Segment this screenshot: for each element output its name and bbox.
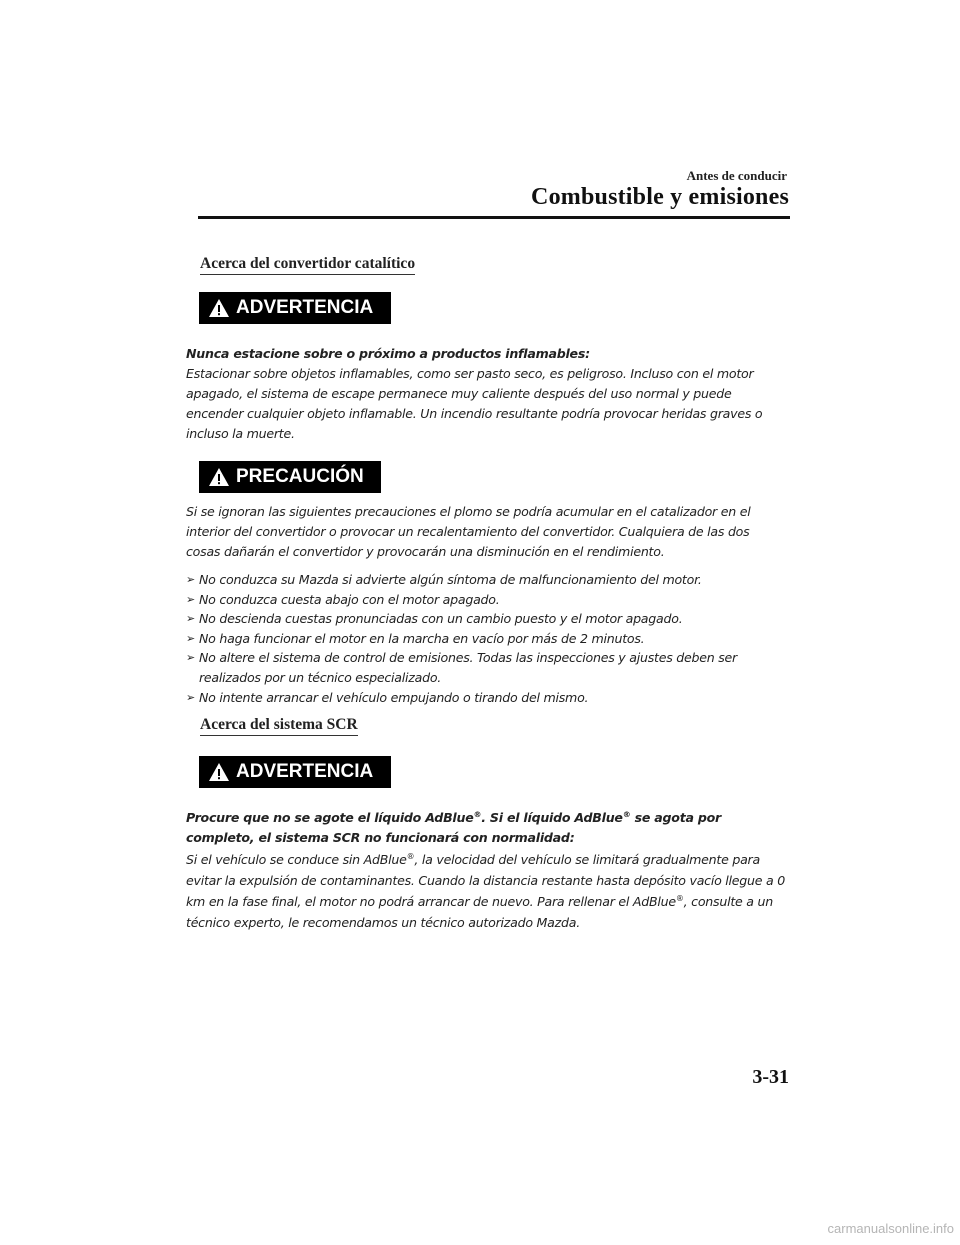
arrow-bullet-icon: ➢ [186, 690, 195, 704]
list-item: ➢ No conduzca su Mazda si advierte algún síntoma de malfuncionamiento del motor. [186, 570, 786, 590]
list-item: ➢ No conduzca cuesta abajo con el motor apagado. [186, 590, 786, 610]
header-divider [198, 216, 790, 219]
warning-badge [199, 292, 391, 324]
scr-warning-text: Si el vehículo se conduce sin AdBlue®, la velocidad del vehículo se limitará gradualmente para evitar la expulsión de contaminantes. Cuando la distancia restante hasta depósito vacío llegue a 0 km en la fase final, el motor no podrá arrancar de nuevo. Para rellenar el AdBlue®, consulte a un técnico experto, le recomendamos un técnico autorizado Mazda. [186, 851, 786, 930]
arrow-bullet-icon: ➢ [186, 573, 195, 586]
list-item: ➢ No altere el sistema de control de emisiones. Todas las inspecciones y ajustes deben ser realizados por un técnico especializado. [186, 650, 737, 685]
arrow-bullet-icon: ➢ [186, 592, 195, 606]
list-item: ➢ No haga funcionar el motor en la marcha en vacío por más de 2 minutos. [186, 629, 786, 649]
warning-icon [208, 762, 230, 782]
arrow-bullet-icon: ➢ [186, 651, 195, 665]
caution-icon [208, 467, 230, 487]
caution-text: Si se ignoran las siguientes precauciones el plomo se podría acumular en el catalizador en el interior del convertidor o provocar un recalentamiento del convertidor. Cualquiera de las dos cosas dañarán el convertidor y provocarán una disminución en el rendimiento. [186, 504, 751, 559]
scr-warning-body [186, 808, 786, 933]
scr-warning-title: Procure que no se agote el líquido AdBlue®. Si el líquido AdBlue® se agota por completo, el sistema SCR no funcionará con normalidad: [186, 809, 721, 845]
warning-body [186, 344, 786, 444]
watermark: carmanualsonline.info [827, 1221, 954, 1236]
warning-badge-scr [199, 756, 391, 788]
caution-list [186, 570, 786, 707]
caution-body [186, 502, 786, 562]
list-item: ➢ No intente arrancar el vehículo empujando o tirando del mismo. [186, 688, 786, 708]
section-heading-scr: Acerca del sistema SCR [200, 716, 358, 736]
list-item: ➢ No descienda cuestas pronunciadas con un cambio puesto y el motor apagado. [186, 609, 786, 629]
warning-badge-label: ADVERTENCIA [236, 297, 374, 318]
section-heading-catalytic: Acerca del convertidor catalítico [200, 255, 415, 275]
warning-badge-label: ADVERTENCIA [236, 761, 374, 782]
arrow-bullet-icon: ➢ [186, 631, 195, 645]
chapter-label: Antes de conducir [686, 168, 787, 183]
page-number: 3-31 [752, 1066, 789, 1088]
warning-title: Nunca estacione sobre o próximo a productos inflamables: [186, 346, 590, 361]
page-title: Combustible y emisiones [531, 184, 789, 210]
warning-text: Estacionar sobre objetos inflamables, como ser pasto seco, es peligroso. Incluso con el motor apagado, el sistema de escape permanece muy caliente después del uso normal y puede encender cualquier objeto inflamable. Un incendio resultante podría provocar heridas graves o incluso la muerte. [186, 366, 763, 441]
warning-icon [208, 298, 230, 318]
caution-badge [199, 461, 381, 493]
arrow-bullet-icon: ➢ [186, 612, 195, 626]
caution-badge-label: PRECAUCIÓN [236, 466, 364, 487]
